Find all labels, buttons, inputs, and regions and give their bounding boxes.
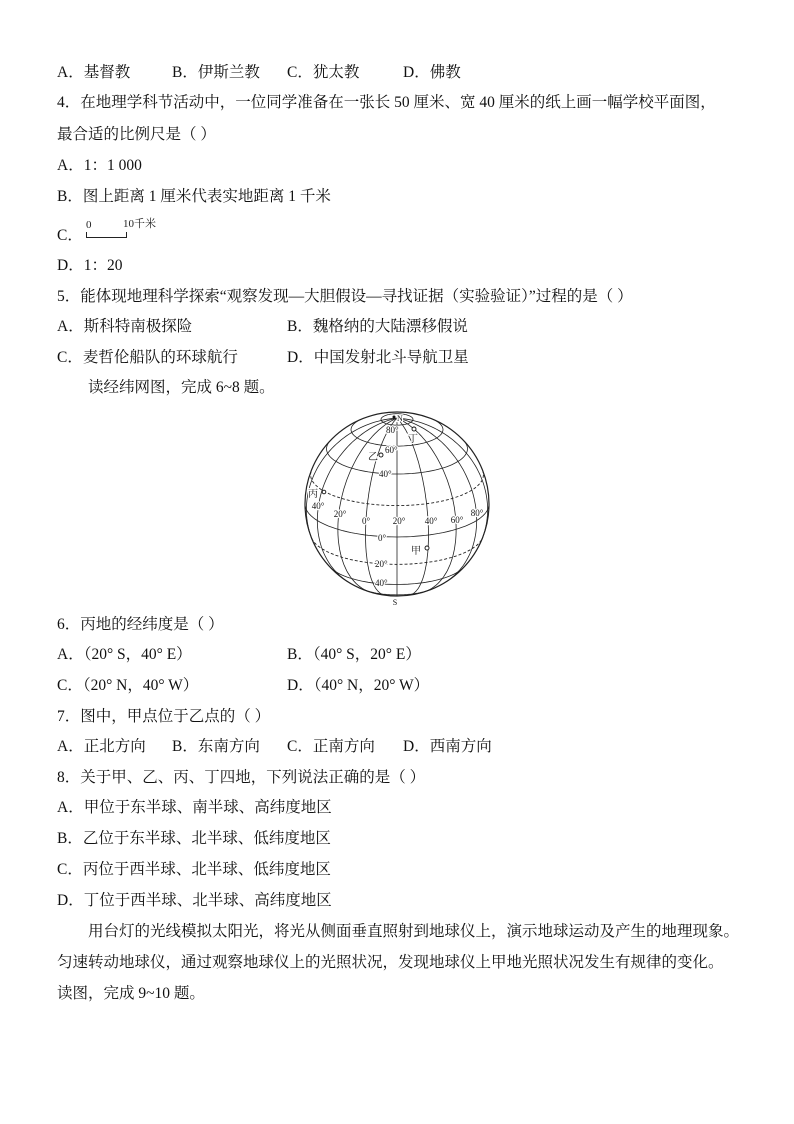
q3-option-c: C．犹太教 bbox=[287, 64, 360, 81]
q8-stem: 8．关于甲、乙、丙、丁四地，下列说法正确的是（ ） bbox=[57, 769, 426, 786]
q8-option-c: C．丙位于西半球、北半球、低纬度地区 bbox=[57, 861, 331, 878]
q6-option-a: A．（20° S，40° E） bbox=[57, 646, 192, 663]
lat-label-40n: 40° bbox=[379, 469, 392, 479]
q5-option-c: C．麦哲伦船队的环球航行 bbox=[57, 349, 238, 366]
place-bing-marker bbox=[322, 490, 326, 494]
place-jia-marker bbox=[425, 546, 429, 550]
north-pole-label: N bbox=[397, 414, 403, 423]
scale-bar-start-label: 0 bbox=[86, 219, 92, 231]
lat-label-80n: 80° bbox=[386, 425, 399, 435]
q7-option-a: A．正北方向 bbox=[57, 738, 146, 755]
q6-option-b: B．（40° S，20° E） bbox=[287, 646, 421, 663]
lat-label-equator: 0° bbox=[378, 533, 387, 543]
place-ding-marker bbox=[412, 427, 416, 431]
q5-option-d: D．中国发射北斗导航卫星 bbox=[287, 349, 469, 366]
q8-option-d: D．丁位于西半球、北半球、高纬度地区 bbox=[57, 892, 332, 909]
q4-option-d: D．1：20 bbox=[57, 257, 123, 274]
q3-option-a: A．基督教 bbox=[57, 64, 131, 81]
intro-9-10-line-2: 匀速转动地球仪，通过观察地球仪上的光照状况，发现地球仪上甲地光照状况发生有规律的变化。 bbox=[57, 954, 724, 971]
q7-option-b: B．东南方向 bbox=[172, 738, 260, 755]
lon-label-0: 0° bbox=[361, 516, 371, 526]
q6-options-row-1 bbox=[0, 645, 794, 665]
q8-option-a: A．甲位于东半球、南半球、高纬度地区 bbox=[57, 799, 332, 816]
q6-option-c: C．（20° N，40° W） bbox=[57, 677, 199, 694]
scale-bar bbox=[84, 216, 164, 242]
q5-stem: 5．能体现地理科学探索“观察发现—大胆假设—寻找证据（实验验证）”过程的是（ ） bbox=[57, 288, 633, 305]
q5-options-row-1 bbox=[0, 317, 794, 337]
scale-bar-end-label: 10千米 bbox=[123, 218, 156, 230]
q6-option-d: D．（40° N，20° W） bbox=[287, 677, 430, 694]
q8-option-b: B．乙位于东半球、北半球、低纬度地区 bbox=[57, 830, 331, 847]
place-jia-label: 甲 bbox=[411, 546, 421, 557]
place-yi-marker bbox=[379, 453, 383, 457]
q7-stem: 7．图中，甲点位于乙点的（ ） bbox=[57, 708, 271, 725]
lon-label-40w: 40° bbox=[311, 501, 325, 511]
q4-option-a: A．1：1 000 bbox=[57, 157, 142, 174]
south-pole-label: S bbox=[392, 598, 398, 607]
lon-label-20e: 20° bbox=[392, 516, 406, 526]
q7-option-d: D．西南方向 bbox=[403, 738, 492, 755]
lon-label-20w: 20° bbox=[333, 509, 347, 519]
globe-figure bbox=[297, 404, 497, 609]
place-ding-label: 丁 bbox=[408, 434, 418, 445]
q5-option-a: A．斯科特南极探险 bbox=[57, 318, 193, 335]
q3-option-d: D．佛教 bbox=[403, 64, 461, 81]
q4-option-c-label: C． bbox=[57, 227, 83, 244]
lat-label-40s: 40° bbox=[375, 578, 388, 588]
lon-label-80e: 80° bbox=[470, 508, 484, 518]
place-bing-label: 丙 bbox=[308, 489, 318, 500]
q4-stem-line-1: 4．在地理学科节活动中，一位同学准备在一张长 50 厘米、宽 40 厘米的纸上画一幅学校平面图， bbox=[57, 94, 716, 111]
lon-label-40e: 40° bbox=[424, 516, 438, 526]
intro-6-8: 读经纬网图，完成 6~8 题。 bbox=[88, 379, 275, 396]
lat-label-60n: 60° bbox=[385, 445, 398, 455]
q4-option-b: B．图上距离 1 厘米代表实地距离 1 千米 bbox=[57, 188, 331, 205]
q4-stem-line-2: 最合适的比例尺是（ ） bbox=[57, 126, 216, 143]
intro-9-10-line-1: 用台灯的光线模拟太阳光，将光从侧面垂直照射到地球仪上，演示地球运动及产生的地理现象。 bbox=[88, 923, 740, 940]
q6-options-row-2 bbox=[0, 676, 794, 696]
q3-option-b: B．伊斯兰教 bbox=[172, 64, 260, 81]
q6-stem: 6．丙地的经纬度是（ ） bbox=[57, 616, 224, 633]
q7-options-row bbox=[0, 737, 794, 757]
lat-label-20s: 20° bbox=[375, 559, 388, 569]
q5-option-b: B．魏格纳的大陆漂移假说 bbox=[287, 318, 468, 335]
q5-options-row-2 bbox=[0, 348, 794, 368]
q7-option-c: C．正南方向 bbox=[287, 738, 375, 755]
intro-9-10-line-3: 读图，完成 9~10 题。 bbox=[57, 985, 205, 1002]
north-pole-dot bbox=[393, 416, 396, 419]
place-yi-label: 乙 bbox=[368, 452, 378, 463]
q3-options-row bbox=[0, 63, 794, 83]
lon-label-60e: 60° bbox=[450, 515, 464, 525]
scale-bar-line bbox=[87, 232, 127, 238]
